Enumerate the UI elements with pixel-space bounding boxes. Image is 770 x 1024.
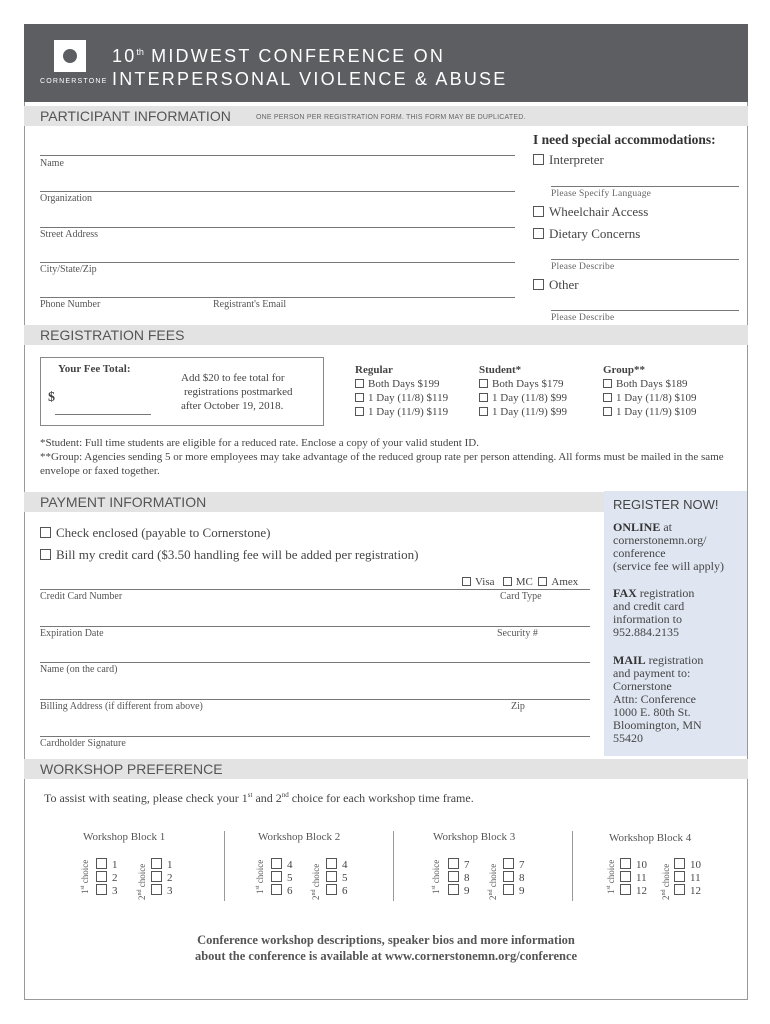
workshop-section-title: WORKSHOP PREFERENCE (40, 761, 223, 777)
dollar-sign: $ (48, 390, 55, 405)
block-3-first-option-8[interactable] (448, 871, 459, 882)
block-2-second-option-6[interactable] (326, 884, 337, 895)
block-2-second-option-4[interactable] (326, 858, 337, 869)
workshop-instruction: To assist with seating, please check your 1st and 2nd choice for each workshop time frame. (44, 791, 474, 805)
specify-language-label: Please Specify Language (551, 189, 652, 199)
block-3-first-option-7[interactable] (448, 858, 459, 869)
other-checkbox[interactable] (533, 279, 544, 290)
organization-label: Organization (40, 193, 93, 204)
mc-checkbox[interactable] (503, 577, 512, 586)
register-online: ONLINE at cornerstonemn.org/ conference (service fee will apply) (613, 520, 724, 573)
amex-checkbox[interactable] (538, 577, 547, 586)
student-both-days[interactable]: Both Days $179 (479, 378, 564, 390)
your-fee-total-label: Your Fee Total: (58, 363, 131, 375)
block-3-first-choice-label: 1st choice (431, 859, 441, 894)
interpreter-option[interactable]: Interpreter (533, 152, 604, 168)
other-describe-line[interactable] (551, 310, 739, 311)
participant-note: ONE PERSON PER REGISTRATION FORM. THIS FORM MAY BE DUPLICATED. (256, 114, 526, 121)
block-4-second-choices: 10 11 12 (674, 858, 701, 897)
block-1-first-option-1[interactable] (96, 858, 107, 869)
block-2-first-choice-label: 1st choice (255, 859, 265, 894)
name-line[interactable] (40, 155, 515, 156)
street-address-label: Street Address (40, 229, 99, 240)
block-1-second-option-3[interactable] (151, 884, 162, 895)
block-separator-2 (393, 831, 394, 901)
block-3-first-option-9[interactable] (448, 884, 459, 895)
fee-total-line[interactable] (55, 414, 151, 415)
regular-heading: Regular (355, 364, 393, 376)
registrant-email-label: Registrant's Email (213, 299, 287, 310)
block-separator-1 (224, 831, 225, 901)
title-line-1: 10th MIDWEST CONFERENCE ON (112, 46, 446, 66)
group-note: **Group: Agencies sending 5 or more employees may take advantage of the reduced group rate per person attending. All forms must be mailed in the same envelope or faxed together. (40, 451, 724, 477)
register-now-heading: REGISTER NOW! (613, 497, 719, 512)
street-address-line[interactable] (40, 227, 515, 228)
regular-day-2-checkbox[interactable] (355, 407, 364, 416)
block-2-second-choices: 4 5 6 (326, 858, 348, 897)
language-line[interactable] (551, 186, 739, 187)
register-mail: MAIL registration and payment to: Cornerstone Attn: Conference 1000 E. 80th St. Bloomington, MN 55420 (613, 653, 704, 745)
interpreter-checkbox[interactable] (533, 154, 544, 165)
block-separator-3 (572, 831, 573, 901)
wheelchair-checkbox[interactable] (533, 206, 544, 217)
block-4-first-choices: 10 11 12 (620, 858, 647, 897)
title-line-2: INTERPERSONAL VIOLENCE & ABUSE (112, 69, 508, 89)
name-label: Name (40, 158, 64, 169)
block-4-first-choice-label: 1st choice (606, 859, 616, 894)
block-4-first-option-11[interactable] (620, 871, 631, 882)
name-on-card-line[interactable] (40, 662, 590, 663)
accommodations-heading: I need special accommodations: (533, 132, 716, 147)
block-3-second-choice-label: 2nd choice (488, 863, 498, 900)
credit-option[interactable]: Bill my credit card ($3.50 handling fee will be added per registration) (40, 547, 418, 563)
block-1-second-choice-label: 2nd choice (137, 863, 147, 900)
student-day-2[interactable]: 1 Day (11/9) $99 (479, 406, 567, 418)
credit-checkbox[interactable] (40, 549, 51, 560)
group-day-1[interactable]: 1 Day (11/8) $109 (603, 392, 697, 404)
block-3-second-option-8[interactable] (503, 871, 514, 882)
block-2-second-option-5[interactable] (326, 871, 337, 882)
cornerstone-logo-icon (54, 40, 86, 72)
dietary-option[interactable]: Dietary Concerns (533, 226, 640, 242)
participant-section-title: PARTICIPANT INFORMATION (40, 108, 231, 124)
dietary-describe-label: Please Describe (551, 262, 615, 272)
student-day-1-checkbox[interactable] (479, 393, 488, 402)
card-type-label: Card Type (500, 591, 542, 602)
block-3-second-option-7[interactable] (503, 858, 514, 869)
student-day-2-checkbox[interactable] (479, 407, 488, 416)
other-describe-label: Please Describe (551, 313, 615, 323)
signature-label: Cardholder Signature (40, 738, 126, 749)
zip-label: Zip (511, 701, 525, 712)
block-2-first-option-5[interactable] (271, 871, 282, 882)
visa-checkbox[interactable] (462, 577, 471, 586)
footer-line-2: about the conference is available at www.cornerstonemn.org/conference (194, 949, 578, 963)
late-note-line-3: after October 19, 2018. (181, 400, 284, 412)
group-heading: Group** (603, 364, 645, 376)
check-checkbox[interactable] (40, 527, 51, 538)
card-number-label: Credit Card Number (40, 591, 123, 602)
block-1-first-option-2[interactable] (96, 871, 107, 882)
regular-day-1-checkbox[interactable] (355, 393, 364, 402)
regular-day-2[interactable]: 1 Day (11/9) $119 (355, 406, 448, 418)
workshop-block-4-title: Workshop Block 4 (609, 832, 692, 844)
workshop-block-1-title: Workshop Block 1 (83, 831, 166, 843)
block-4-second-choice-label: 2nd choice (661, 863, 671, 900)
block-3-second-choices: 7 8 9 (503, 858, 525, 897)
student-note: *Student: Full time students are eligible for a reduced rate. Enclose a copy of your valid student ID. (40, 437, 479, 449)
phone-number-label: Phone Number (40, 299, 101, 310)
block-1-second-option-1[interactable] (151, 858, 162, 869)
block-1-second-choices: 1 2 3 (151, 858, 173, 897)
student-both-days-checkbox[interactable] (479, 379, 488, 388)
dietary-checkbox[interactable] (533, 228, 544, 239)
payment-section-title: PAYMENT INFORMATION (40, 494, 207, 510)
expiration-label: Expiration Date (40, 628, 104, 639)
block-4-second-option-11[interactable] (674, 871, 685, 882)
dietary-describe-line[interactable] (551, 259, 739, 260)
block-1-first-option-3[interactable] (96, 884, 107, 895)
signature-line[interactable] (40, 736, 590, 737)
city-state-zip-label: City/State/Zip (40, 264, 97, 275)
workshop-block-3-title: Workshop Block 3 (433, 831, 516, 843)
fees-section-title: REGISTRATION FEES (40, 327, 185, 343)
city-state-zip-line[interactable] (40, 262, 515, 263)
late-note-line-1: Add $20 to fee total for (181, 372, 285, 384)
block-2-first-option-4[interactable] (271, 858, 282, 869)
organization-line[interactable] (40, 191, 515, 192)
workshop-block-2-title: Workshop Block 2 (258, 831, 341, 843)
card-type-options: Visa MC Amex (462, 576, 578, 588)
group-day-2[interactable]: 1 Day (11/9) $109 (603, 406, 697, 418)
regular-both-days[interactable]: Both Days $199 (355, 378, 440, 390)
block-1-first-choices: 1 2 3 (96, 858, 118, 897)
expiration-line[interactable] (40, 626, 590, 627)
block-2-first-option-6[interactable] (271, 884, 282, 895)
group-day-1-checkbox[interactable] (603, 393, 612, 402)
block-4-second-option-10[interactable] (674, 858, 685, 869)
group-day-2-checkbox[interactable] (603, 407, 612, 416)
phone-email-line[interactable] (40, 297, 515, 298)
card-number-line[interactable] (40, 589, 590, 590)
footer-line-1: Conference workshop descriptions, speaker bios and more information (197, 933, 575, 947)
block-4-first-option-12[interactable] (620, 884, 631, 895)
regular-both-days-checkbox[interactable] (355, 379, 364, 388)
logo-text: CORNERSTONE (40, 78, 108, 85)
block-4-second-option-12[interactable] (674, 884, 685, 895)
billing-address-line[interactable] (40, 699, 590, 700)
other-option[interactable]: Other (533, 277, 579, 293)
billing-address-label: Billing Address (if different from above) (40, 701, 203, 712)
block-4-first-option-10[interactable] (620, 858, 631, 869)
block-1-first-choice-label: 1st choice (80, 859, 90, 894)
block-2-second-choice-label: 2nd choice (311, 863, 321, 900)
group-both-days[interactable]: Both Days $189 (603, 378, 688, 390)
block-3-second-option-9[interactable] (503, 884, 514, 895)
group-both-days-checkbox[interactable] (603, 379, 612, 388)
wheelchair-option[interactable]: Wheelchair Access (533, 204, 648, 220)
block-1-second-option-2[interactable] (151, 871, 162, 882)
block-3-first-choices: 7 8 9 (448, 858, 470, 897)
register-fax: FAX registration and credit card information to 952.884.2135 (613, 586, 695, 639)
check-option[interactable]: Check enclosed (payable to Cornerstone) (40, 525, 270, 541)
student-day-1[interactable]: 1 Day (11/8) $99 (479, 392, 567, 404)
block-2-first-choices: 4 5 6 (271, 858, 293, 897)
late-note-line-2: registrations postmarked (184, 386, 293, 398)
security-label: Security # (497, 628, 538, 639)
regular-day-1[interactable]: 1 Day (11/8) $119 (355, 392, 448, 404)
name-on-card-label: Name (on the card) (40, 664, 118, 675)
student-heading: Student* (479, 364, 522, 376)
